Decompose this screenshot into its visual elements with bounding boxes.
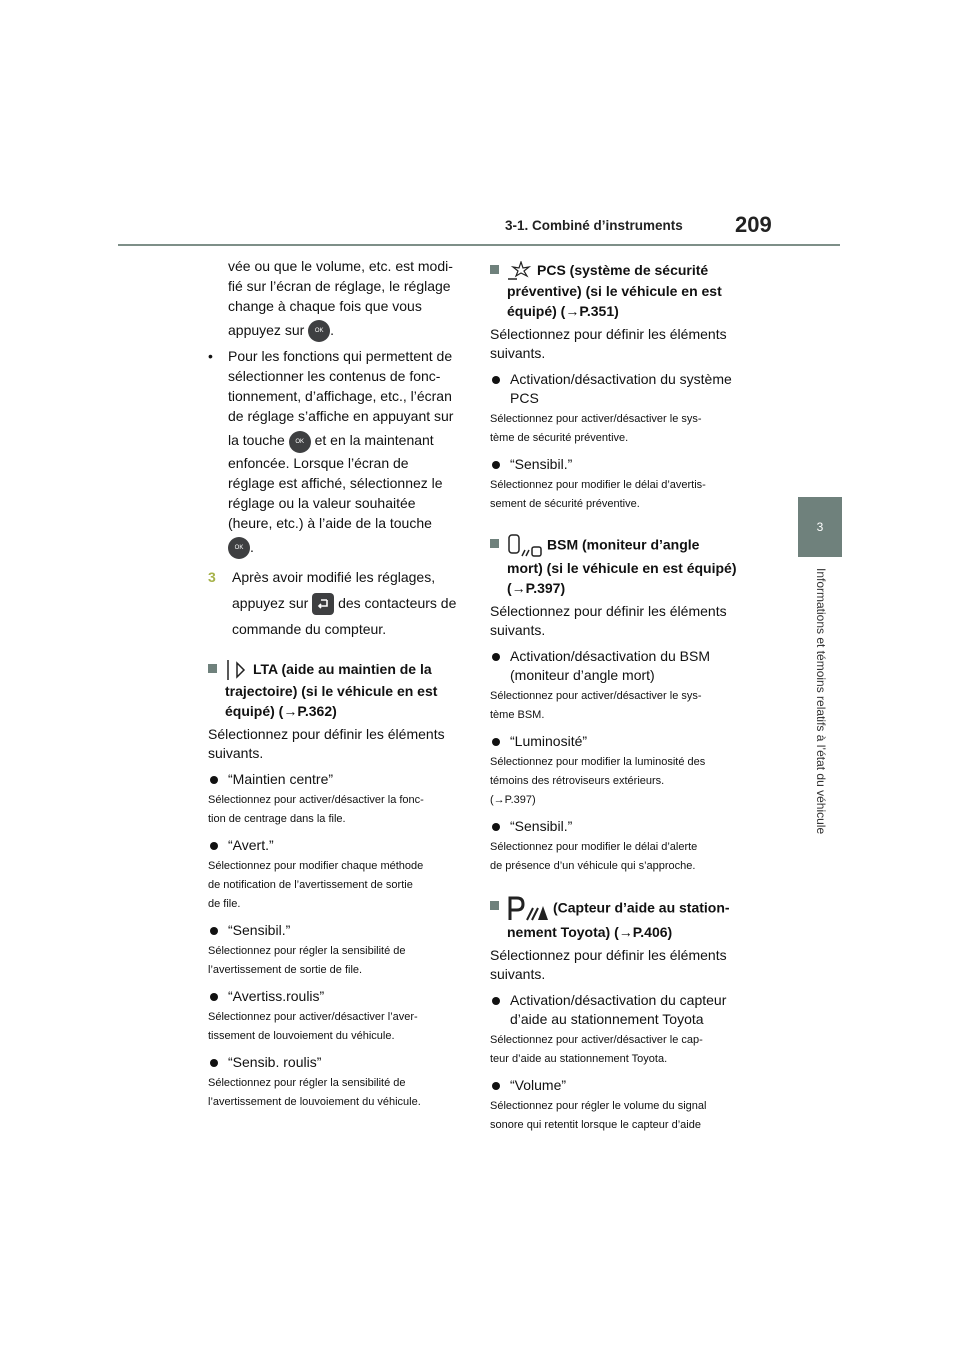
text-line: tionnement, d’affichage, etc., l’écran (228, 388, 452, 405)
section-marker (490, 265, 499, 274)
list-item (208, 921, 468, 940)
text-line: suivants. (490, 622, 546, 639)
pcs-heading (490, 260, 750, 321)
ok-button-icon: OK (308, 320, 330, 342)
text-line: fié sur l’écran de réglage, le réglage (228, 278, 451, 294)
text-line: Sélectionnez pour activer/désactiver l’aver- (208, 1011, 418, 1024)
text-line: tème BSM. (490, 709, 545, 722)
text-fragment: et en la maintenant (314, 432, 434, 449)
item-description (490, 753, 750, 810)
item-label: Activation/désactivation du capteur (510, 992, 727, 1009)
text-fragment: P.406) (632, 924, 673, 941)
item-label: “Maintien centre” (228, 771, 334, 788)
bullet-dot (492, 376, 500, 384)
text-line: suivants. (490, 345, 546, 362)
text-line (507, 896, 730, 922)
ok-button-icon: OK (228, 537, 250, 559)
text-line: Sélectionnez pour régler la sensibilité de (208, 945, 406, 958)
left-column (208, 256, 468, 1112)
arrow-symbol: → (565, 303, 580, 320)
text-line: sement de sécurité préventive. (490, 498, 640, 511)
text-line (507, 922, 730, 942)
text-line: suivants. (208, 745, 264, 762)
section-intro (490, 325, 750, 363)
text-fragment: P.397) (525, 580, 566, 597)
parking-assist-icon (507, 896, 549, 922)
header-rule (118, 244, 840, 246)
text-fragment: BSM (moniteur d’angle (547, 537, 700, 553)
bullet-dot (210, 776, 218, 784)
right-column (490, 256, 750, 1135)
text-fragment: ( (507, 580, 512, 597)
text-fragment: des contacteurs de (338, 594, 457, 611)
text-line (507, 260, 722, 281)
item-description (490, 1097, 750, 1135)
text-line: commande du compteur. (232, 621, 387, 638)
item-label: PCS (510, 390, 539, 407)
lane-assist-icon (225, 659, 249, 681)
text-line: tissement de louvoiement du véhicule. (208, 1030, 395, 1043)
item-label: “Luminosité” (510, 733, 588, 750)
back-button-icon (312, 593, 334, 615)
bsm-icon (507, 534, 543, 558)
step-3 (208, 567, 468, 639)
item-label: Activation/désactivation du BSM (510, 648, 710, 665)
text-fragment: appuyez sur (228, 322, 305, 338)
list-item (490, 1076, 750, 1095)
list-item (490, 991, 750, 1029)
bullet-dot (492, 461, 500, 469)
item-description (490, 838, 750, 876)
text-line: Sélectionnez pour modifier la luminosité des (490, 756, 706, 769)
item-label: “Sensibil.” (228, 922, 291, 939)
text-line: de notification de l’avertissement de sortie (208, 879, 413, 892)
bullet-dot (210, 842, 218, 850)
item-description (490, 410, 750, 448)
bullet-dot (492, 653, 500, 661)
text-fragment: équipé) ( (507, 303, 566, 320)
pcs-icon (507, 261, 533, 281)
ok-button-icon: OK (289, 431, 311, 453)
item-label: “Avert.” (228, 837, 274, 854)
section-marker (490, 539, 499, 548)
item-description (208, 1074, 468, 1112)
bullet-dot (492, 1082, 500, 1090)
text-fragment: appuyez sur (232, 594, 309, 611)
text-line (507, 578, 737, 598)
text-line: Sélectionnez pour modifier chaque méthode (208, 860, 424, 873)
lta-heading (208, 659, 468, 721)
bullet-dot (210, 1059, 218, 1067)
text-line: sonore qui retentit lorsque le capteur d’aide (490, 1119, 701, 1132)
section-intro (490, 946, 750, 984)
text-line: témoins des rétroviseurs extérieurs. (490, 775, 665, 788)
chapter-title: Informations et témoins relatifs à l’état du véhicule (814, 568, 828, 835)
text-fragment: PCS (système de sécurité (537, 262, 709, 278)
text-fragment: nement Toyota) ( (507, 924, 619, 941)
text-line: de file. (208, 898, 241, 911)
text-fragment: ( (490, 794, 494, 807)
text-fragment: la touche (228, 432, 285, 449)
text-fragment: P.351) (579, 303, 619, 320)
item-label: “Avertiss.roulis” (228, 988, 325, 1005)
text-line: tème de sécurité préventive. (490, 432, 629, 445)
list-item (208, 1053, 468, 1072)
arrow-symbol: → (618, 924, 633, 941)
text-line (232, 593, 456, 615)
text-line: l’avertissement de sortie de file. (208, 964, 363, 977)
text-line: (heure, etc.) à l’aide de la touche (228, 514, 432, 531)
text-line: Pour les fonctions qui permettent de (228, 348, 453, 365)
step-number: 3 (208, 568, 216, 585)
text-line: Sélectionnez pour régler la sensibilité de (208, 1077, 406, 1090)
text-fragment: équipé) ( (225, 703, 284, 720)
parking-heading (490, 896, 750, 942)
list-item (208, 770, 468, 789)
text-line: l’avertissement de louvoiement du véhicule. (208, 1096, 421, 1109)
list-item (490, 732, 750, 751)
bullet-dot (492, 823, 500, 831)
section-intro (208, 725, 468, 763)
text-line (507, 534, 737, 558)
item-description (208, 942, 468, 980)
item-description (208, 857, 468, 914)
text-line (225, 701, 437, 721)
bullet-dot (492, 738, 500, 746)
arrow-symbol: → (511, 580, 526, 597)
list-item (490, 647, 750, 685)
item-label: (moniteur d’angle mort) (510, 667, 655, 684)
item-description (490, 476, 750, 514)
item-description (490, 687, 750, 725)
text-line: trajectoire) (si le véhicule en est (225, 683, 438, 700)
text-line (490, 791, 750, 810)
text-line: Sélectionnez pour modifier le délai d’alerte (490, 841, 698, 854)
text-line: Sélectionnez pour définir les éléments (208, 726, 445, 743)
text-line: vée ou que le volume, etc. est modi- (228, 258, 453, 274)
list-item (208, 836, 468, 855)
item-label: Activation/désactivation du système (510, 371, 732, 388)
text-line: Sélectionnez pour définir les éléments (490, 947, 727, 964)
text-line: réglage est affiché, sélectionnez le (228, 474, 443, 491)
text-line: tion de centrage dans la file. (208, 813, 346, 826)
text-line: mort) (si le véhicule en est équipé) (507, 560, 737, 577)
item-description (208, 791, 468, 829)
text-fragment: LTA (aide au maintien de la (253, 661, 432, 678)
section-title: 3-1. Combiné d’instruments (505, 218, 683, 233)
text-line: de présence d’un véhicule qui s’approche. (490, 860, 696, 873)
text-line: change à chaque fois que vous (228, 298, 422, 314)
arrow-symbol: → (283, 703, 298, 720)
list-item (490, 817, 750, 836)
item-label: “Sensib. roulis” (228, 1054, 322, 1071)
text-line: réglage ou la valeur souhaitée (228, 494, 416, 511)
list-item (490, 370, 750, 408)
text-fragment: P.397) (504, 794, 536, 807)
item-label: “Volume” (510, 1077, 567, 1094)
text-line: Sélectionnez pour activer/désactiver le sys- (490, 690, 702, 703)
text-line: Sélectionnez pour régler le volume du signal (490, 1100, 707, 1113)
arrow-symbol: → (493, 794, 505, 807)
text-line: sélectionner les contenus de fonc- (228, 368, 441, 385)
text-fragment: . (330, 322, 335, 338)
text-line: teur d’aide au stationnement Toyota. (490, 1053, 668, 1066)
page-number: 209 (735, 212, 772, 237)
text-line: Sélectionnez pour activer/désactiver la fonc- (208, 794, 424, 807)
bullet-dot (210, 927, 218, 935)
text-fragment: . (250, 538, 254, 555)
text-line: Après avoir modifié les réglages, (232, 568, 436, 585)
item-label: d’aide au stationnement Toyota (510, 1011, 704, 1028)
text-line (208, 320, 468, 342)
text-line: Sélectionnez pour activer/désactiver le sys- (490, 413, 702, 426)
item-label: “Sensibil.” (510, 456, 573, 473)
item-label: “Sensibil.” (510, 818, 573, 835)
text-line (228, 537, 453, 559)
chapter-tab: 3 (798, 497, 842, 557)
text-line: Sélectionnez pour activer/désactiver le cap- (490, 1034, 703, 1047)
item-description (490, 1031, 750, 1069)
text-line (507, 301, 722, 321)
text-line: de réglage s’affiche en appuyant sur (228, 408, 454, 425)
bullet-note (208, 346, 468, 559)
text-line (228, 430, 453, 452)
section-marker (208, 664, 217, 673)
text-line: Sélectionnez pour modifier le délai d’avertis- (490, 479, 706, 492)
bsm-heading (490, 534, 750, 598)
bullet-mark: • (208, 348, 213, 365)
bullet-dot (492, 997, 500, 1005)
list-item (208, 987, 468, 1006)
item-description (208, 1008, 468, 1046)
text-line: Sélectionnez pour définir les éléments (490, 603, 727, 620)
list-item (490, 455, 750, 474)
section-intro (490, 602, 750, 640)
section-marker (490, 901, 499, 910)
text-line: Sélectionnez pour définir les éléments (490, 326, 727, 343)
text-line: préventive) (si le véhicule en est (507, 283, 722, 300)
text-line: suivants. (490, 966, 546, 983)
bullet-dot (210, 993, 218, 1001)
text-line: enfoncée. Lorsque l’écran de (228, 454, 409, 471)
text-line (225, 659, 437, 681)
text-fragment: (Capteur d’aide au station- (553, 900, 730, 916)
text-fragment: P.362) (297, 703, 337, 720)
